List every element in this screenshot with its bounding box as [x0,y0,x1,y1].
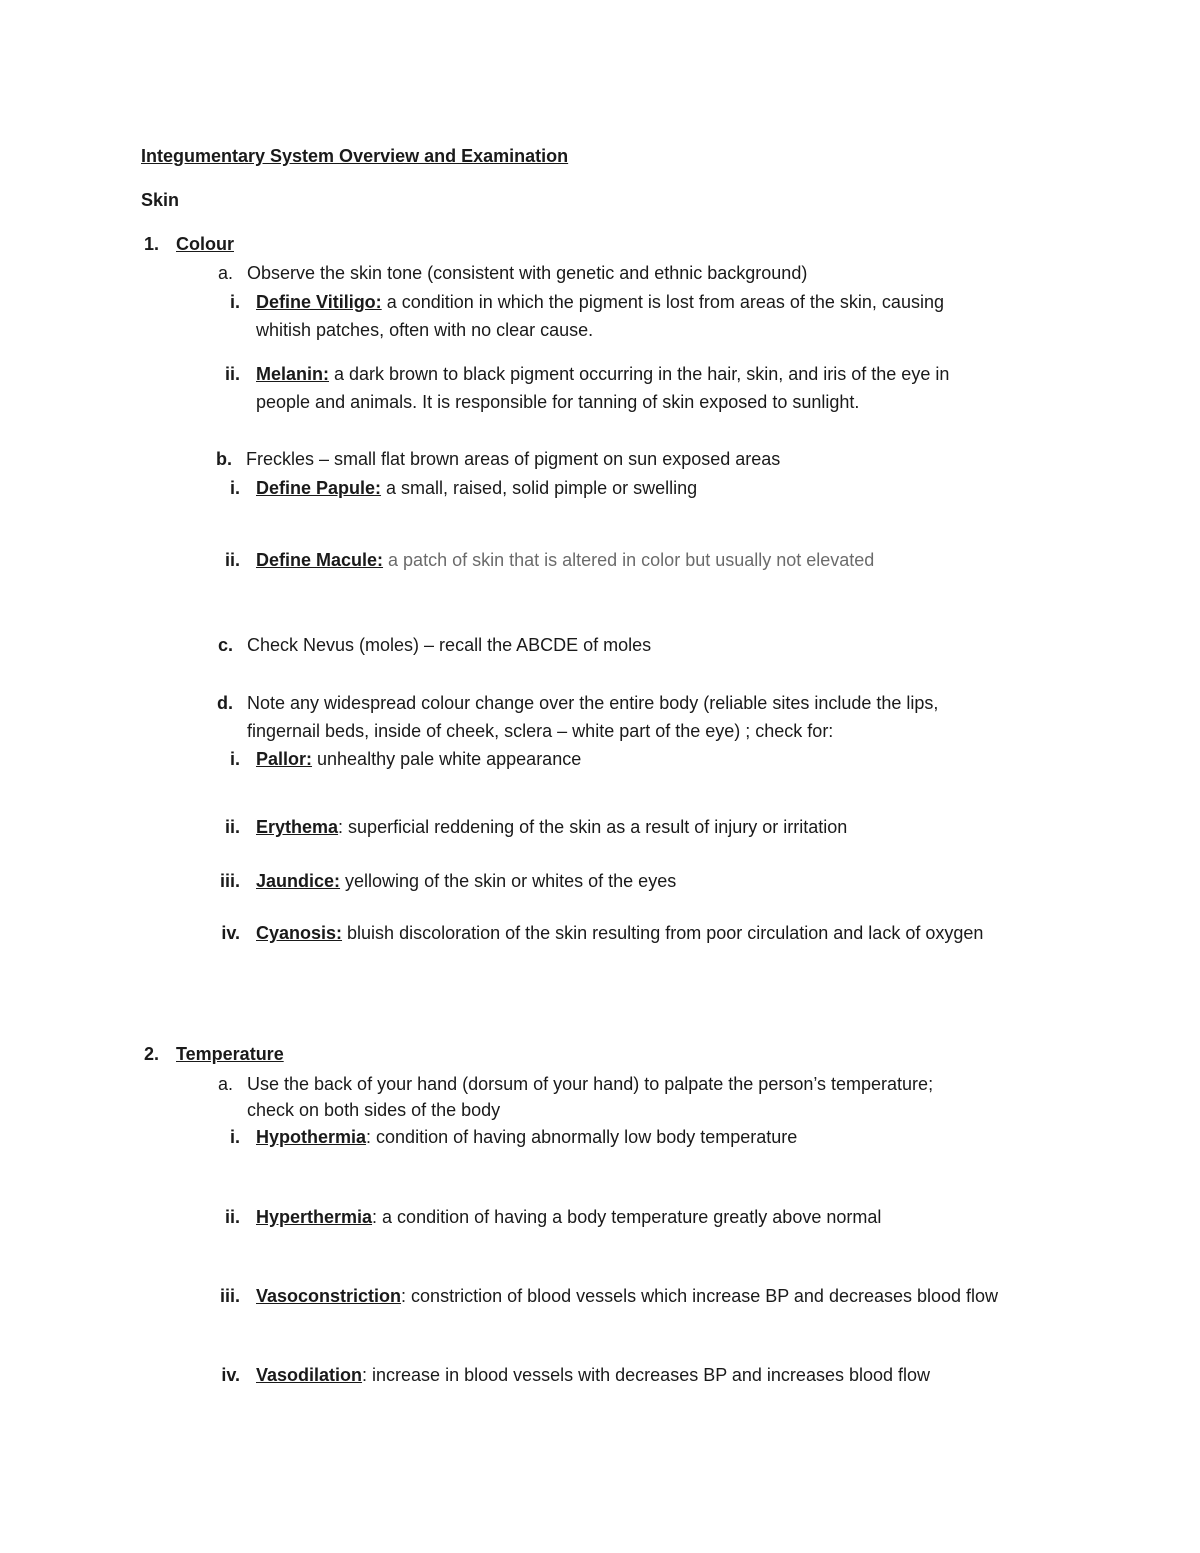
list-item-text: Use the back of your hand (dorsum of your hand) to palpate the person’s temperature; [247,1074,934,1094]
list-item-continuation: fingernail beds, inside of cheek, sclera – white part of the eye) ; check for: [247,721,834,741]
term-label: Vasoconstriction [256,1286,402,1306]
list-item-continuation: check on both sides of the body [247,1100,501,1120]
list-item-text: Observe the skin tone (consistent with genetic and ethnic background) [247,263,808,283]
definition-text: a small, raised, solid pimple or swelling [381,478,698,498]
list-marker: ii. [224,817,240,837]
list-number: 2. [143,1044,159,1064]
term-label: Cyanosis: [256,923,343,943]
list-marker: i. [229,478,240,498]
term-label: Define Vitiligo: [256,292,382,312]
definition-continuation: people and animals. It is responsible for tanning of skin exposed to sunlight. [256,392,860,412]
definition-text: a patch of skin that is altered in color but usually not elevated [383,550,875,570]
definition-pallor [256,747,581,771]
section-title-colour: Colour [176,234,234,254]
definition-macule [256,548,874,572]
term-label: Melanin: [256,364,330,384]
term-label: Erythema [256,817,339,837]
term-label: Jaundice: [256,871,341,891]
term-label: Define Macule: [256,550,384,570]
definition-vitiligo [256,290,944,314]
definition-cyanosis [256,921,983,945]
definition-text: : increase in blood vessels with decreases BP and increases blood flow [362,1365,931,1385]
list-item-text: Check Nevus (moles) – recall the ABCDE of moles [247,635,652,655]
list-marker: iv. [221,1365,240,1385]
definition-melanin [256,362,949,386]
list-number: 1. [143,234,159,254]
list-marker: a. [217,263,233,283]
list-marker: b. [216,449,232,469]
definition-text: a dark brown to black pigment occurring in the hair, skin, and iris of the eye in [329,364,950,384]
list-marker: ii. [224,550,240,570]
list-marker: c. [217,635,233,655]
definition-hyperthermia [256,1205,881,1229]
definition-text: a condition in which the pigment is lost from areas of the skin, causing [381,292,944,312]
list-marker: iii. [219,871,240,891]
definition-text: bluish discoloration of the skin resulting from poor circulation and lack of oxygen [342,923,984,943]
list-item-text: Freckles – small flat brown areas of pigment on sun exposed areas [246,449,781,469]
list-marker: i. [229,292,240,312]
list-marker: iv. [221,923,240,943]
list-marker: iii. [219,1286,240,1306]
list-item-text: Note any widespread colour change over the entire body (reliable sites include the lips, [247,693,939,713]
definition-text: : constriction of blood vessels which increase BP and decreases blood flow [401,1286,999,1306]
term-label: Hyperthermia [256,1207,373,1227]
section-title-temperature: Temperature [176,1044,284,1064]
definition-erythema [256,815,847,839]
definition-text: : a condition of having a body temperature greatly above normal [372,1207,882,1227]
list-marker: d. [217,693,233,713]
definition-hypothermia [256,1125,797,1149]
definition-text: unhealthy pale white appearance [312,749,582,769]
definition-text: yellowing of the skin or whites of the eyes [340,871,677,891]
term-label: Hypothermia [256,1127,367,1147]
term-label: Define Papule: [256,478,382,498]
definition-jaundice [256,869,676,893]
document-title: Integumentary System Overview and Examination [141,146,569,166]
term-label: Vasodilation [256,1365,363,1385]
list-marker: ii. [224,364,240,384]
list-marker: a. [217,1074,233,1094]
definition-vasodilation [256,1363,930,1387]
definition-papule [256,476,697,500]
definition-continuation: whitish patches, often with no clear cause. [256,320,594,340]
definition-text: : superficial reddening of the skin as a result of injury or irritation [338,817,848,837]
list-marker: i. [229,749,240,769]
definition-vasoconstriction [256,1284,998,1308]
list-marker: ii. [224,1207,240,1227]
definition-text: : condition of having abnormally low body temperature [366,1127,798,1147]
list-marker: i. [229,1127,240,1147]
section-heading: Skin [141,190,180,210]
term-label: Pallor: [256,749,313,769]
